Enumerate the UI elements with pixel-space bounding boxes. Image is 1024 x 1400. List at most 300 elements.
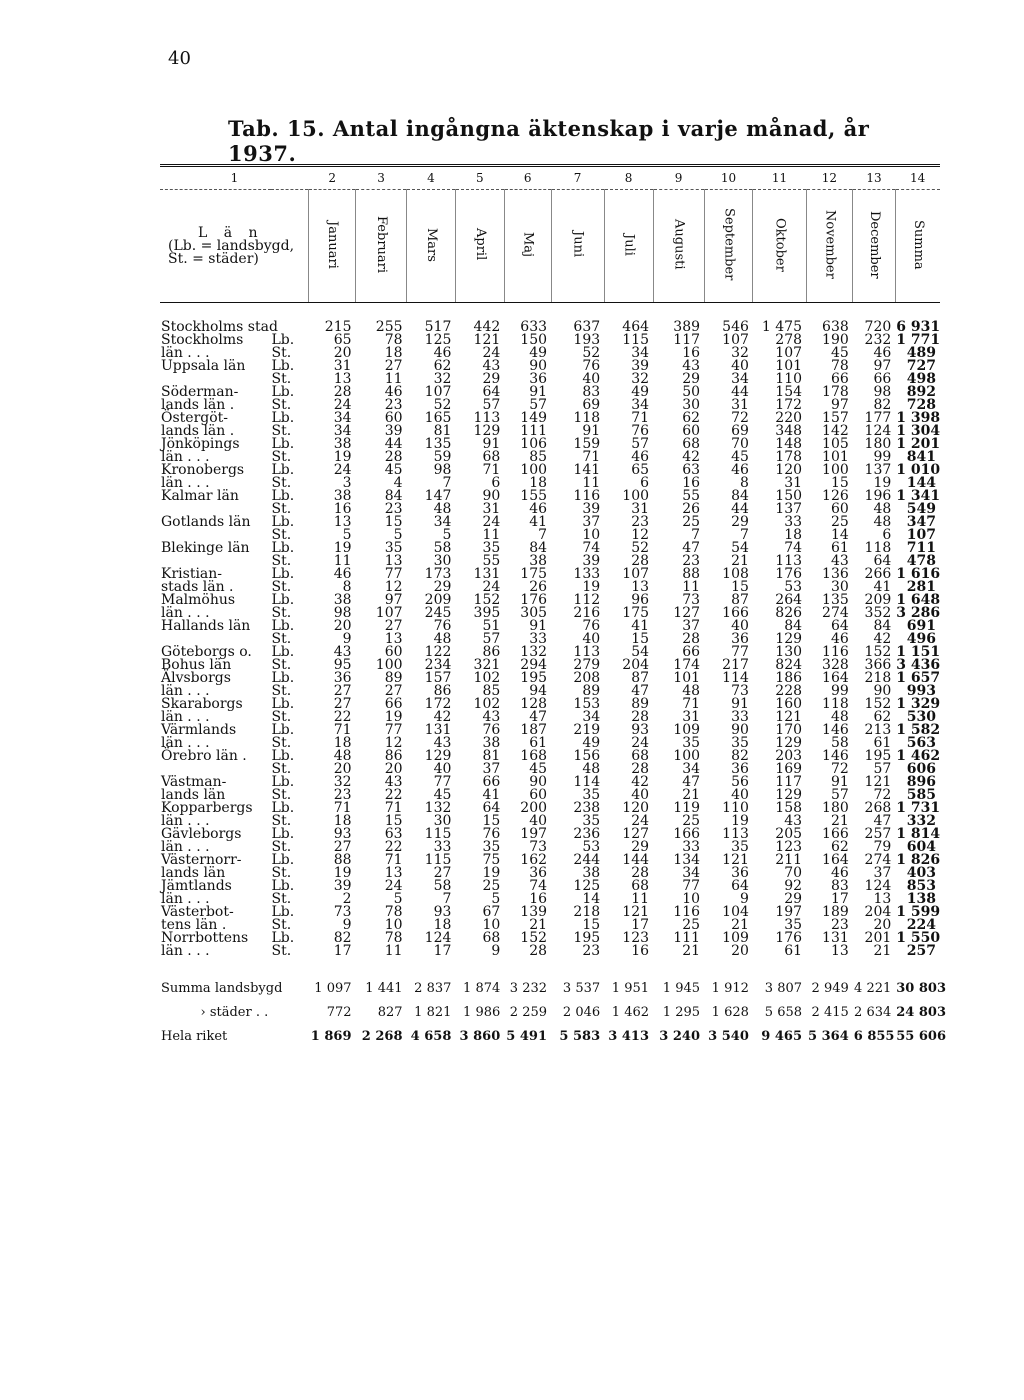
value-cell: 15 [582,917,601,933]
value-cell: 60 [529,787,548,803]
totals-cell: 3 807 [764,980,803,996]
settlement-type: St. [271,839,292,855]
totals-label: Summa landsbygd [161,980,283,996]
value-cell: 71 [582,449,601,465]
county-name: län . . . [161,709,210,725]
value-cell: 45 [433,787,452,803]
value-cell: 123 [622,930,650,946]
value-cell: 118 [822,696,849,712]
value-cell: 91 [731,696,749,712]
value-cell: 38 [333,436,352,452]
value-cell: 116 [573,488,601,504]
value-cell: 13 [384,631,403,647]
row-total-cell: 1 616 [896,566,941,582]
value-cell: 101 [673,670,701,686]
county-name: Söderman- [161,384,239,400]
county-name: lands län [161,787,226,803]
value-cell: 19 [873,475,892,491]
value-cell: 5 [442,527,452,543]
value-cell: 14 [582,891,601,907]
value-cell: 20 [731,943,749,959]
value-cell: 20 [333,761,352,777]
value-cell: 72 [873,787,892,803]
value-cell: 17 [433,943,452,959]
header-row [160,190,940,303]
totals-cell: 1 821 [414,1004,452,1020]
row-total-cell: 1 151 [896,644,941,660]
month-header [455,190,504,303]
value-cell: 28 [631,709,650,725]
value-cell: 137 [775,501,803,517]
column-number: 5 [455,166,504,190]
value-cell: 15 [384,514,403,530]
value-cell: 180 [822,800,849,816]
value-cell: 16 [631,943,650,959]
value-cell: 50 [682,384,701,400]
value-cell: 77 [682,878,701,894]
row-total-cell: 489 [906,345,936,361]
month-header [753,190,806,303]
value-cell: 238 [573,800,601,816]
value-cell: 28 [529,943,548,959]
settlement-type: St. [271,761,292,777]
value-cell: 45 [529,761,548,777]
month-header [504,190,551,303]
column-number: 13 [853,166,896,190]
column-number: 8 [604,166,653,190]
value-cell: 18 [529,475,548,491]
value-cell: 28 [631,553,650,569]
value-cell: 9 [491,943,501,959]
value-cell: 47 [529,709,548,725]
value-cell: 49 [582,735,601,751]
value-cell: 18 [333,813,352,829]
settlement-type: St. [271,527,292,543]
value-cell: 150 [775,488,803,504]
value-cell: 195 [864,748,892,764]
value-cell: 176 [520,592,548,608]
value-cell: 6 [882,527,892,543]
value-cell: 41 [482,787,501,803]
value-cell: 33 [682,839,701,855]
county-name: län . . . [161,839,210,855]
value-cell: 29 [731,514,749,530]
value-cell: 131 [424,722,452,738]
value-cell: 152 [520,930,548,946]
value-cell: 35 [682,735,701,751]
value-cell: 209 [424,592,452,608]
value-cell: 124 [864,878,892,894]
value-cell: 35 [582,787,601,803]
value-cell: 32 [433,371,452,387]
county-name: Jämtlands [161,878,232,894]
value-cell: 33 [784,514,803,530]
value-cell: 27 [333,683,352,699]
value-cell: 75 [482,852,501,868]
value-cell: 40 [631,787,650,803]
value-cell: 121 [722,852,749,868]
value-cell: 73 [731,683,749,699]
totals-label: Hela riket [161,1028,228,1044]
value-cell: 321 [473,657,501,673]
column-number: 11 [753,166,806,190]
value-cell: 43 [682,358,701,374]
county-name: län . . . [161,605,210,621]
value-cell: 35 [482,540,501,556]
value-cell: 25 [482,878,501,894]
totals-cell: 3 413 [608,1028,650,1044]
column-number: 1 [160,166,309,190]
value-cell: 274 [864,852,892,868]
value-cell: 2 [342,891,352,907]
value-cell: 40 [731,787,749,803]
month-header-label: Maj [520,231,536,258]
value-cell: 70 [784,865,803,881]
column-number: 4 [407,166,456,190]
spacer-row [160,958,940,976]
value-cell: 90 [873,683,892,699]
value-cell: 37 [682,618,701,634]
value-cell: 86 [384,748,403,764]
value-cell: 213 [864,722,892,738]
value-cell: 195 [520,670,548,686]
county-name: Kopparbergs [161,800,253,816]
value-cell: 90 [482,488,501,504]
value-cell: 23 [682,553,701,569]
value-cell: 146 [822,748,849,764]
value-cell: 109 [673,722,701,738]
row-total-cell: 896 [906,774,936,790]
value-cell: 28 [333,384,352,400]
value-cell: 12 [384,735,403,751]
value-cell: 23 [333,787,352,803]
value-cell: 52 [631,540,650,556]
value-cell: 29 [482,371,501,387]
value-cell: 35 [731,735,749,751]
value-cell: 40 [582,371,601,387]
value-cell: 31 [482,501,501,517]
value-cell: 164 [822,852,849,868]
value-cell: 60 [830,501,849,517]
month-header-label: December [867,210,883,279]
value-cell: 57 [482,397,501,413]
value-cell: 43 [433,735,452,751]
value-cell: 48 [433,631,452,647]
value-cell: 78 [384,332,403,348]
value-cell: 24 [333,462,352,478]
value-cell: 68 [631,878,650,894]
row-total-cell: 585 [906,787,936,803]
settlement-type: St. [271,605,292,621]
value-cell: 10 [482,917,501,933]
value-cell: 25 [830,514,849,530]
month-header [895,190,940,303]
value-cell: 196 [864,488,892,504]
row-total-cell: 892 [906,384,936,400]
value-cell: 25 [682,813,701,829]
value-cell: 34 [433,514,452,530]
value-cell: 11 [333,553,352,569]
row-total-cell: 1 582 [896,722,941,738]
value-cell: 120 [775,462,803,478]
value-cell: 54 [631,644,650,660]
value-cell: 34 [333,410,352,426]
value-cell: 189 [822,904,849,920]
county-name: Stockholms [161,332,244,348]
settlement-type: St. [271,631,292,647]
value-cell: 48 [333,748,352,764]
row-total-cell: 530 [906,709,936,725]
value-cell: 12 [384,579,403,595]
row-total-cell: 347 [906,514,936,530]
value-cell: 21 [731,553,749,569]
value-cell: 22 [333,709,352,725]
value-cell: 70 [731,436,749,452]
value-cell: 27 [384,618,403,634]
value-cell: 274 [822,605,849,621]
value-cell: 15 [731,579,749,595]
value-cell: 40 [529,813,548,829]
value-cell: 42 [631,774,650,790]
value-cell: 36 [731,865,749,881]
value-cell: 71 [384,852,403,868]
value-cell: 46 [384,384,403,400]
value-cell: 152 [473,592,501,608]
value-cell: 82 [731,748,749,764]
county-name: Bohus län [161,657,232,673]
value-cell: 79 [873,839,892,855]
value-cell: 99 [830,683,849,699]
value-cell: 176 [775,566,803,582]
value-cell: 123 [775,839,803,855]
value-cell: 82 [333,930,352,946]
value-cell: 42 [433,709,452,725]
value-cell: 107 [375,605,403,621]
column-number: 9 [653,166,704,190]
value-cell: 305 [520,605,548,621]
row-total-cell: 604 [906,839,936,855]
value-cell: 34 [333,423,352,439]
value-cell: 98 [873,384,892,400]
county-name: Uppsala län [161,358,246,374]
value-cell: 8 [739,475,749,491]
value-cell: 61 [873,735,892,751]
value-cell: 197 [520,826,548,842]
value-cell: 395 [473,605,501,621]
page-number: 40 [168,48,191,69]
value-cell: 81 [433,423,452,439]
value-cell: 102 [473,670,501,686]
value-cell: 24 [482,579,501,595]
value-cell: 156 [573,748,601,764]
month-header [653,190,704,303]
county-name: län . . . [161,475,210,491]
value-cell: 53 [784,579,803,595]
value-cell: 11 [384,371,403,387]
month-header-label: Summa [910,219,926,270]
value-cell: 105 [822,436,849,452]
value-cell: 21 [682,787,701,803]
settlement-type: Lb. [271,904,295,920]
value-cell: 71 [333,800,352,816]
value-cell: 24 [631,735,650,751]
month-header [356,190,407,303]
settlement-type: Lb. [271,644,295,660]
value-cell: 37 [873,865,892,881]
totals-cell: 1 986 [463,1004,501,1020]
settlement-type: Lb. [271,436,295,452]
settlement-type: Lb. [271,592,295,608]
value-cell: 204 [622,657,650,673]
value-cell: 19 [582,579,601,595]
value-cell: 208 [573,670,601,686]
value-cell: 99 [873,449,892,465]
value-cell: 63 [384,826,403,842]
value-cell: 20 [333,345,352,361]
value-cell: 31 [682,709,701,725]
row-total-cell: 1 304 [896,423,941,439]
value-cell: 112 [573,592,601,608]
value-cell: 218 [864,670,892,686]
value-cell: 13 [384,865,403,881]
row-total-cell: 606 [906,761,936,777]
value-cell: 23 [384,397,403,413]
county-name: län . . . [161,345,210,361]
settlement-type: Lb. [271,930,295,946]
value-cell: 113 [775,553,803,569]
county-name: län . . . [161,683,210,699]
value-cell: 12 [631,527,650,543]
value-cell: 129 [473,423,501,439]
value-cell: 18 [333,735,352,751]
value-cell: 27 [333,839,352,855]
value-cell: 121 [864,774,892,790]
value-cell: 73 [682,592,701,608]
totals-row [160,1024,940,1048]
value-cell: 234 [424,657,452,673]
value-cell: 257 [864,826,892,842]
month-header [853,190,896,303]
value-cell: 30 [433,553,452,569]
value-cell: 5 [393,891,403,907]
value-cell: 142 [822,423,849,439]
totals-cell: 55 606 [896,1028,947,1044]
month-header-label: Februari [374,215,390,274]
value-cell: 84 [784,618,803,634]
value-cell: 121 [775,709,803,725]
value-cell: 546 [722,319,749,335]
value-cell: 85 [529,449,548,465]
value-cell: 175 [520,566,548,582]
value-cell: 180 [864,436,892,452]
value-cell: 38 [582,865,601,881]
value-cell: 23 [631,514,650,530]
value-cell: 42 [682,449,701,465]
totals-cell: 1 874 [463,980,501,996]
value-cell: 11 [682,579,701,595]
row-total-cell: 1 657 [896,670,941,686]
value-cell: 268 [864,800,892,816]
value-cell: 36 [731,761,749,777]
county-name: Blekinge län [161,540,250,556]
totals-cell: 1 628 [711,1004,749,1020]
value-cell: 43 [384,774,403,790]
value-cell: 132 [520,644,548,660]
value-cell: 168 [520,748,548,764]
value-cell: 36 [333,670,352,686]
value-cell: 107 [775,345,803,361]
value-cell: 114 [722,670,749,686]
value-cell: 152 [864,644,892,660]
value-cell: 35 [384,540,403,556]
county-name: Västernorr- [161,852,242,868]
value-cell: 157 [424,670,452,686]
value-cell: 294 [520,657,548,673]
value-cell: 129 [775,787,803,803]
value-cell: 28 [384,449,403,465]
value-cell: 29 [631,839,650,855]
county-name: Norrbottens [161,930,249,946]
county-name: Hallands län [161,618,251,634]
totals-cell: 1 441 [365,980,403,996]
value-cell: 7 [538,527,548,543]
value-cell: 76 [482,722,501,738]
value-cell: 16 [529,891,548,907]
value-cell: 134 [673,852,701,868]
month-header-label: Juli [621,233,637,256]
value-cell: 38 [333,592,352,608]
value-cell: 117 [775,774,803,790]
value-cell: 84 [384,488,403,504]
value-cell: 165 [424,410,452,426]
value-cell: 6 [640,475,650,491]
value-cell: 154 [775,384,803,400]
value-cell: 58 [433,540,452,556]
value-cell: 121 [622,904,650,920]
value-cell: 71 [333,722,352,738]
settlement-type: St. [271,657,292,673]
value-cell: 62 [830,839,849,855]
value-cell: 129 [775,735,803,751]
value-cell: 60 [384,410,403,426]
county-name: Göteborgs o. [161,644,252,660]
settlement-type: St. [271,943,292,959]
value-cell: 46 [830,631,849,647]
value-cell: 13 [333,371,352,387]
totals-cell: 2 259 [509,1004,548,1020]
totals-cell: 4 221 [854,980,892,996]
month-header [604,190,653,303]
value-cell: 83 [582,384,601,400]
totals-cell: 827 [377,1004,403,1020]
lan-sub-1: (Lb. = landsbygd, [168,237,295,254]
month-header [806,190,853,303]
value-cell: 131 [822,930,849,946]
value-cell: 35 [582,813,601,829]
value-cell: 122 [424,644,452,660]
county-name: Västman- [161,774,227,790]
value-cell: 20 [873,917,892,933]
row-total-cell: 1 010 [896,462,941,478]
value-cell: 19 [384,709,403,725]
row-total-cell: 107 [906,527,936,543]
settlement-type: Lb. [271,488,295,504]
totals-cell: 5 491 [506,1028,548,1044]
value-cell: 195 [573,930,601,946]
value-cell: 76 [582,618,601,634]
value-cell: 28 [631,865,650,881]
month-header-label: Mars [423,227,439,262]
